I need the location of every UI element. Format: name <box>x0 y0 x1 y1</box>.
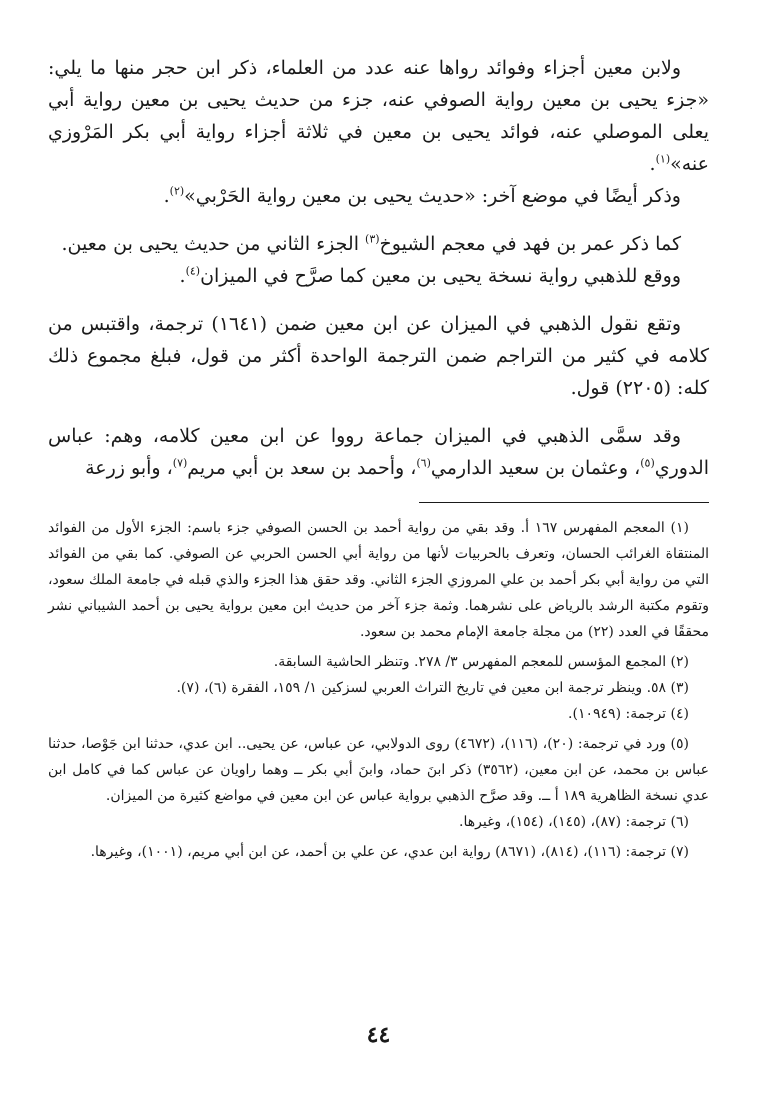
paragraph-text: ووقع للذهبي رواية نسخة يحيى بن معين كما صرَّح في الميزان <box>200 265 681 287</box>
paragraph <box>48 228 709 260</box>
paragraph-tail: . <box>163 185 170 207</box>
paragraph-text: ، وعثمان بن سعيد الدارمي <box>430 457 641 479</box>
footnote-ref: (٣) <box>365 232 380 246</box>
paragraph-text: كما ذكر عمر بن فهد في معجم الشيوخ <box>379 233 681 255</box>
footnote: (١) المعجم المفهرس ١٦٧ أ. وقد بقي من رواية أحمد بن الحسن الصوفي جزء باسم: الجزء الأول من الفوائد المنتقاة الغرائب الحسان، وتعرف بالحربيات لأنها من رواية أبي الحسن الحربي عن الصوفي. كما بقي من الفوائد التي من رواية أبي بكر أحمد بن علي المروزي الجزء الثاني. وقد حقق هذا الجزء والذي قبله في جامعة الملك سعود، وتقوم مكتبة الرشد بالرياض على نشرهما. وثمة جزء آخر من حديث ابن معين برواية يحيى بن أحمد الشيباني نشر محققًا في العدد (٢٢) من مجلة جامعة الإمام محمد بن سعود. <box>48 520 709 640</box>
footnote-ref: (٤) <box>185 264 201 278</box>
footnote: (٤) ترجمة: (١٠٩٤٩). <box>568 706 689 722</box>
paragraph-text: ولابن معين أجزاء وفوائد رواها عنه عدد من العلماء، ذكر ابن حجر منها ما يلي: «جزء يحيى بن معين رواية الصوفي عنه، جزء من حديث يحيى بن معين رواية أبي يعلى الموصلي عنه، فوائد يحيى بن معين في ثلاثة أجزاء رواية أبي بكر المَرْوزي عنه» <box>48 57 709 175</box>
page-number: ٤٤ <box>366 1022 391 1048</box>
footnote: (٧) ترجمة: (١١٦)، (٨١٤)، (٨٦٧١) رواية ابن عدي، عن علي بن أحمد، عن ابن أبي مريم، (١٠٠١)، وغيرها. <box>90 844 689 860</box>
footnote-ref: (٥) <box>640 456 655 470</box>
paragraph-text: وقد سمَّى الذهبي في الميزان جماعة رووا عن ابن معين كلامه، وهم: عباس الدوري <box>48 425 709 479</box>
paragraph-text: وتقع نقول الذهبي في الميزان عن ابن معين ضمن (١٦٤١) ترجمة، واقتبس من كلامه في كثير من التراجم ضمن الترجمة الواحدة أكثر من قول، فبلغ مجموع ذلك كله: (٢٢٠٥) قول. <box>48 313 709 399</box>
paragraph-text: ، وأحمد بن سعد بن أبي مريم <box>187 457 417 479</box>
paragraph <box>48 420 709 484</box>
paragraph <box>48 180 709 212</box>
paragraph-tail: . <box>179 265 186 287</box>
footnote-ref: (٢) <box>169 184 185 198</box>
footnote: (٥) ورد في ترجمة: (٢٠)، (١١٦)، (٤٦٧٢) روى الدولابي، عن عباس، عن يحيى.. ابن عدي، حدثنا ابن جَوْصا، حدثنا عباس بن محمد، عن ابن معين، (٣٥٦٢) ذكر ابنَ حماد، وابنَ أبي بكر ــ وهما راويان عن عباس كما في كامل ابن عدي نسخة الظاهرية ١٨٩ أ ــ. وقد صرَّح الذهبي برواية عباس عن ابن معين في مواضع كثيرة من الميزان. <box>48 736 709 804</box>
paragraph <box>48 52 709 180</box>
main-text <box>48 52 709 484</box>
footnote-ref: (١) <box>655 152 671 166</box>
paragraph-tail: . <box>649 153 656 175</box>
paragraph <box>48 308 709 404</box>
footnote: (٦) ترجمة: (٨٧)، (١٤٥)، (١٥٤)، وغيرها. <box>459 814 689 830</box>
paragraph-tail: الجزء الثاني من حديث يحيى بن معين. <box>61 233 366 255</box>
paragraph-text: ، وأبو زرعة <box>85 457 173 479</box>
footnote-ref: (٦) <box>416 456 431 470</box>
footnote: (٢) المجمع المؤسس للمعجم المفهرس ٣/ ٢٧٨. وتنظر الحاشية السابقة. <box>273 654 689 670</box>
footnote: (٣) ٥٨. وينظر ترجمة ابن معين في تاريخ التراث العربي لسزكين ١/ ١٥٩، الفقرة (٦)، (٧). <box>176 680 689 696</box>
paragraph-text: وذكر أيضًا في موضع آخر: «حديث يحيى بن معين رواية الحَرْبي» <box>184 185 681 207</box>
paragraph <box>48 260 709 292</box>
footnote-divider <box>419 502 709 503</box>
footnotes <box>48 515 709 865</box>
footnote-ref: (٧) <box>172 456 188 470</box>
